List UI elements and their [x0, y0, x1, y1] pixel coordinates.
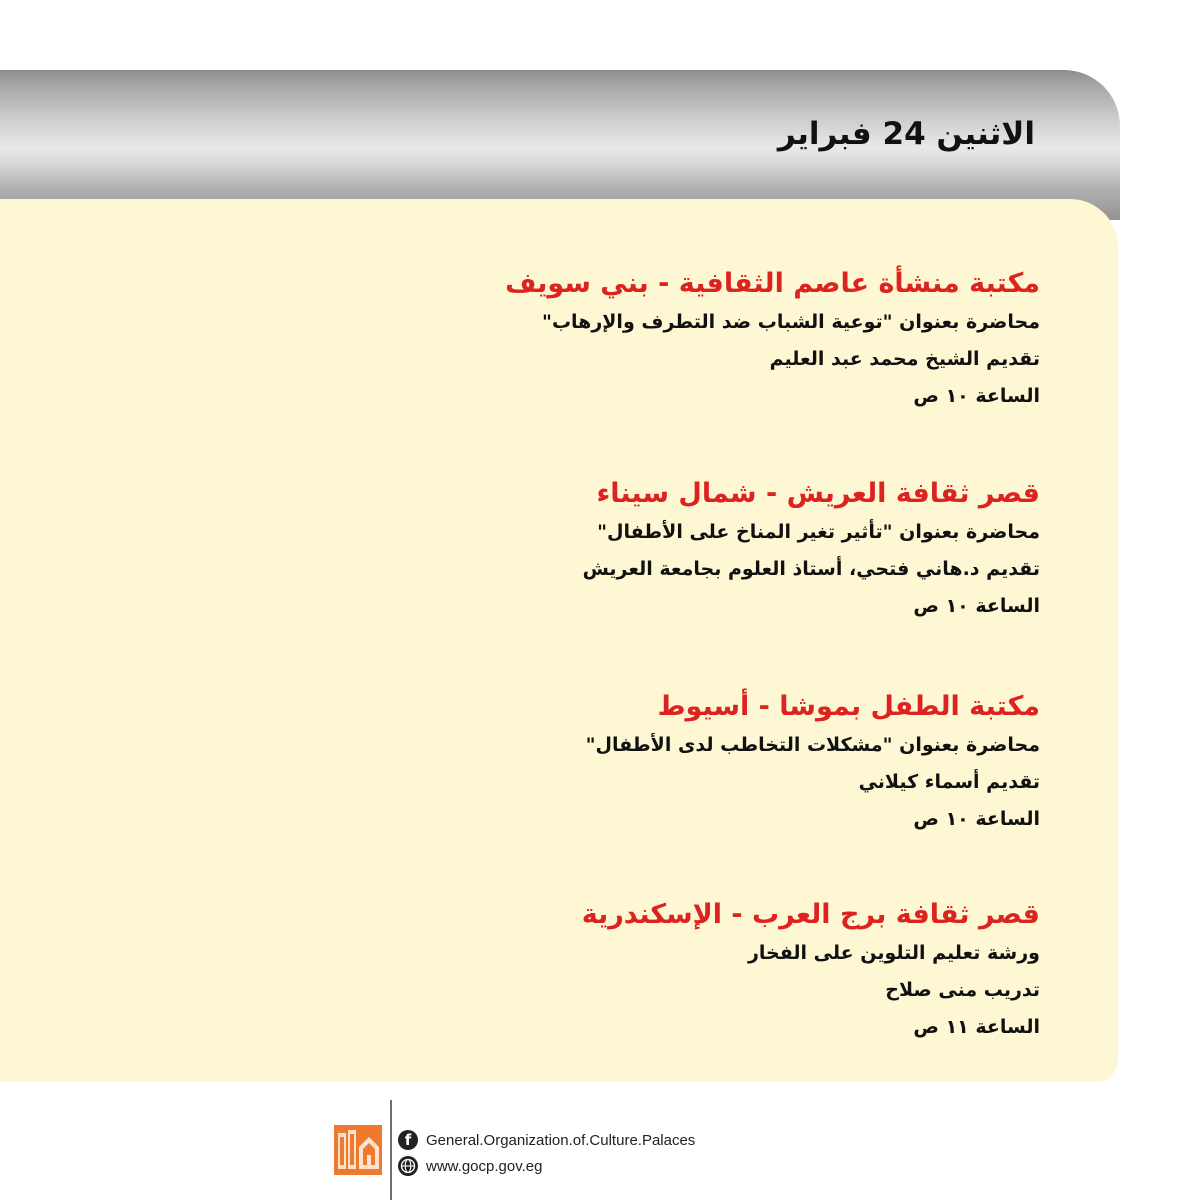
event-presenter: تقديم د.هاني فتحي، أستاذ العلوم بجامعة العريش — [582, 558, 1040, 580]
event-venue: قصر ثقافة العريش - شمال سيناء — [596, 478, 1040, 509]
event-card — [505, 264, 1040, 415]
event-time: الساعة ١٠ ص — [913, 808, 1040, 830]
event-venue: مكتبة منشأة عاصم الثقافية - بني سويف — [505, 268, 1040, 299]
event-presenter: تدريب منى صلاح — [885, 979, 1040, 1001]
event-time: الساعة ١١ ص — [913, 1016, 1040, 1038]
event-title: محاضرة بعنوان "توعية الشباب ضد التطرف والإرهاب" — [542, 311, 1040, 333]
event-title: محاضرة بعنوان "مشكلات التخاطب لدى الأطفال" — [585, 734, 1040, 756]
footer-divider — [390, 1100, 392, 1200]
facebook-link[interactable] — [398, 1128, 695, 1152]
facebook-icon: f — [398, 1130, 418, 1150]
event-time: الساعة ١٠ ص — [913, 595, 1040, 617]
event-time: الساعة ١٠ ص — [913, 385, 1040, 407]
event-presenter: تقديم أسماء كيلاني — [858, 771, 1040, 793]
globe-icon — [398, 1156, 418, 1176]
gocp-logo — [334, 1125, 382, 1175]
facebook-page-name: General.Organization.of.Culture.Palaces — [426, 1131, 696, 1149]
page-title: الاثنين 24 فبراير — [777, 116, 1035, 152]
gocp-logo-mark — [334, 1125, 382, 1175]
website-link[interactable] — [398, 1154, 542, 1178]
website-url: www.gocp.gov.eg — [426, 1157, 543, 1175]
event-venue: قصر ثقافة برج العرب - الإسكندرية — [581, 899, 1040, 930]
event-title: محاضرة بعنوان "تأثير تغير المناخ على الأطفال" — [597, 521, 1040, 543]
event-presenter: تقديم الشيخ محمد عبد العليم — [769, 348, 1040, 370]
event-card — [583, 474, 1040, 625]
event-card — [582, 895, 1040, 1046]
event-card — [586, 687, 1040, 838]
event-venue: مكتبة الطفل بموشا - أسيوط — [657, 691, 1040, 722]
event-title: ورشة تعليم التلوين على الفخار — [747, 942, 1040, 964]
